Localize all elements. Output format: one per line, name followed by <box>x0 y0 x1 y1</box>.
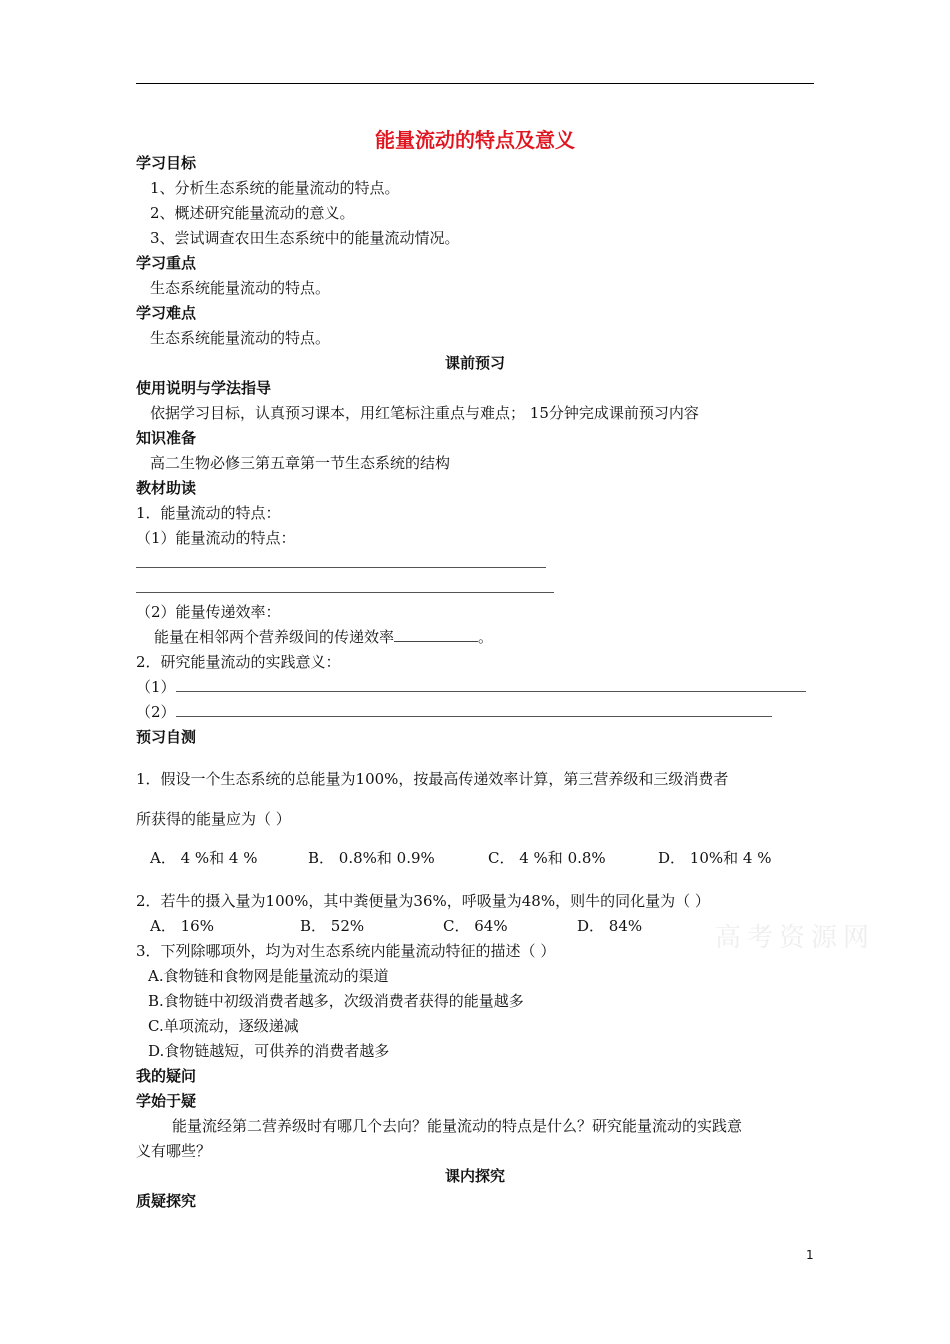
objective-item-2: 2、概述研究能量流动的意义。 <box>150 204 355 222</box>
reading-q2: 2．研究能量流动的实践意义： <box>136 653 341 671</box>
efficiency-end: 。 <box>478 628 494 646</box>
objective-item-1: 1、分析生态系统的能量流动的特点。 <box>150 179 400 197</box>
difficulty-text: 生态系统能量流动的特点。 <box>150 329 331 347</box>
reading-heading: 教材助读 <box>136 479 197 497</box>
reading-q1-2: （2）能量传递效率： <box>136 603 281 621</box>
q1-option-a[interactable]: A． 4 %和 4 % <box>150 849 258 867</box>
key-point-text: 生态系统能量流动的特点。 <box>150 279 331 297</box>
learn-doubt-line2: 义有哪些？ <box>136 1142 212 1160</box>
learn-doubt-line1: 能量流经第二营养级时有哪几个去向？能量流动的特点是什么？研究能量流动的实践意 <box>172 1117 743 1135</box>
selftest-heading: 预习自测 <box>136 728 197 746</box>
answer-blank-line-1[interactable] <box>136 567 546 568</box>
learn-doubt-heading: 学始于疑 <box>136 1092 197 1110</box>
inclass-section-heading: 课内探究 <box>444 1167 505 1185</box>
reading-q1: 1．能量流动的特点： <box>136 504 281 522</box>
inquiry-heading: 质疑探究 <box>136 1192 197 1210</box>
usage-heading: 使用说明与学法指导 <box>136 379 272 397</box>
reading-q2-1: （1） <box>136 678 176 696</box>
selftest-q3: 3．下列除哪项外，均为对生态系统内能量流动特征的描述（ ） <box>136 942 556 960</box>
efficiency-blank[interactable] <box>394 629 478 642</box>
q1-option-c[interactable]: C． 4 %和 0.8% <box>488 849 606 867</box>
answer-blank-line-3[interactable] <box>176 691 806 692</box>
selftest-q1-line1: 1．假设一个生态系统的总能量为100%，按最高传递效率计算，第三营养级和三级消费者 <box>136 770 729 788</box>
q1-option-d[interactable]: D． 10%和 4 % <box>658 849 772 867</box>
efficiency-sentence <box>154 626 493 647</box>
knowledge-text: 高二生物必修三第五章第一节生态系统的结构 <box>150 454 451 472</box>
page-title: 能量流动的特点及意义 <box>375 128 575 152</box>
q2-option-a[interactable]: A． 16% <box>150 917 214 935</box>
reading-q1-1: （1）能量流动的特点： <box>136 529 296 547</box>
answer-blank-line-4[interactable] <box>176 716 772 717</box>
q2-option-d[interactable]: D． 84% <box>577 917 643 935</box>
selftest-q1-line2: 所获得的能量应为（ ） <box>136 810 291 828</box>
watermark: 高考资源网 <box>715 923 876 953</box>
key-point-heading: 学习重点 <box>136 254 197 272</box>
page-number: 1 <box>806 1248 814 1262</box>
q2-option-b[interactable]: B． 52% <box>300 917 365 935</box>
knowledge-heading: 知识准备 <box>136 429 197 447</box>
answer-blank-line-2[interactable] <box>136 592 554 593</box>
q3-option-c[interactable]: C.单项流动，逐级递减 <box>148 1017 299 1035</box>
selftest-q2: 2．若牛的摄入量为100%，其中粪便量为36%，呼吸量为48%，则牛的同化量为（ ） <box>136 892 710 910</box>
q3-option-a[interactable]: A.食物链和食物网是能量流动的渠道 <box>148 967 389 985</box>
q1-option-b[interactable]: B． 0.8%和 0.9% <box>308 849 435 867</box>
usage-text: 依据学习目标，认真预习课本，用红笔标注重点与难点； 15分钟完成课前预习内容 <box>150 404 699 422</box>
preview-section-heading: 课前预习 <box>444 354 505 372</box>
objective-item-3: 3、尝试调查农田生态系统中的能量流动情况。 <box>150 229 460 247</box>
header-rule <box>136 83 814 84</box>
q3-option-b[interactable]: B.食物链中初级消费者越多，次级消费者获得的能量越多 <box>148 992 524 1010</box>
q3-option-d[interactable]: D.食物链越短，可供养的消费者越多 <box>148 1042 390 1060</box>
efficiency-text: 能量在相邻两个营养级间的传递效率 <box>154 628 395 646</box>
objectives-heading: 学习目标 <box>136 154 197 172</box>
my-questions-heading: 我的疑问 <box>136 1067 197 1085</box>
difficulty-heading: 学习难点 <box>136 304 197 322</box>
q2-option-c[interactable]: C． 64% <box>443 917 508 935</box>
reading-q2-2: （2） <box>136 703 176 721</box>
